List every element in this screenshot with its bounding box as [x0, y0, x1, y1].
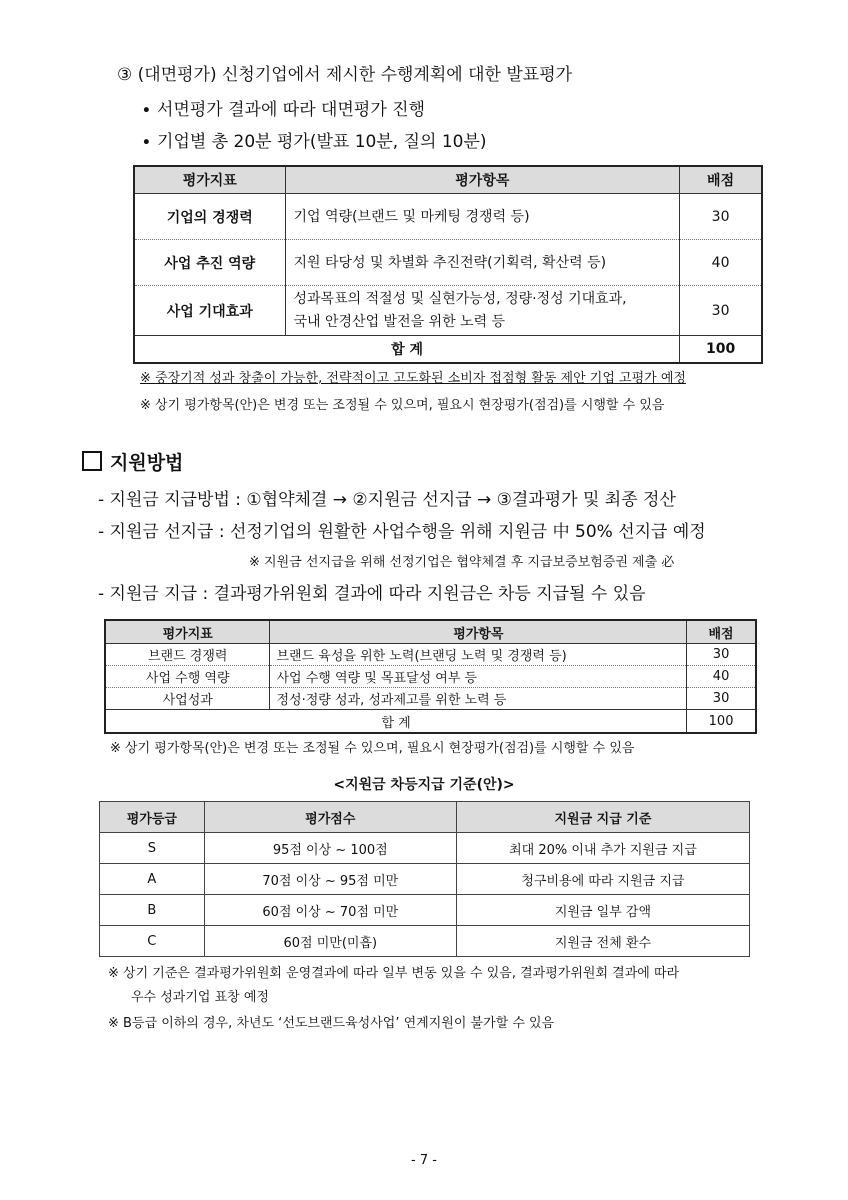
table1-note: ※ 상기 평가항목(안)은 변경 또는 조정될 수 있으며, 필요시 현장평가(점검)를 시행할 수 있음: [140, 398, 665, 413]
row-item-line: 성과목표의 적절성 및 실현가능성, 정량·정성 기대효과,: [293, 290, 627, 307]
section-title: [82, 448, 183, 475]
row-name: 사업 추진 역량: [134, 240, 285, 286]
row-item: [285, 286, 680, 336]
payment-line: - 지원금 지급 : 결과평가위원회 결과에 따라 지원금은 차등 지급될 수 있음: [98, 584, 646, 604]
header-indicator: 평가지표: [134, 166, 285, 194]
presentation-eval-table: [133, 165, 763, 364]
row-points: 95점 이상 ~ 100점: [204, 833, 456, 864]
bullet-written-eval: ∙ 서면평가 결과에 따라 대면평가 진행: [141, 100, 425, 120]
total-row: [105, 710, 756, 734]
row-item: 브랜드 육성을 위한 노력(브랜딩 노력 및 경쟁력 등): [270, 644, 687, 666]
row-name: 기업의 경쟁력: [134, 194, 285, 240]
header-points: 평가점수: [204, 802, 456, 833]
page-number: - 7 -: [411, 1153, 437, 1168]
table-row: [134, 194, 762, 240]
checkbox-square-icon: [82, 451, 102, 471]
header-score: 배점: [680, 166, 762, 194]
table-row: [105, 688, 756, 710]
row-score: 30: [680, 194, 762, 240]
total-label: 합 계: [105, 710, 687, 734]
result-eval-table: [104, 619, 757, 734]
total-score: 100: [687, 710, 756, 734]
row-grade: S: [100, 833, 205, 864]
row-item: 사업 수행 역량 및 목표달성 여부 등: [270, 666, 687, 688]
total-score: 100: [680, 336, 762, 364]
grade-criteria-table: [99, 801, 750, 957]
table1-note-underlined: ※ 중장기적 성과 창출이 가능한, 전략적이고 고도화된 소비자 접점형 활동 제안 기업 고평가 예정: [140, 371, 686, 386]
row-points: 70점 이상 ~ 95점 미만: [204, 864, 456, 895]
row-item: 지원 타당성 및 차별화 추진전략(기획력, 확산력 등): [285, 240, 680, 286]
row-item: 정성·정량 성과, 성과제고를 위한 노력 등: [270, 688, 687, 710]
row-criteria: 지원금 일부 감액: [456, 895, 749, 926]
row-criteria: 최대 20% 이내 추가 지원금 지급: [456, 833, 749, 864]
payment-method-line: - 지원금 지급방법 : ①협약체결 → ②지원금 선지급 → ③결과평가 및 최종 정산: [98, 490, 676, 510]
table3-note: ※ 상기 기준은 결과평가위원회 운영결과에 따라 일부 변동 있을 수 있음, 결과평가위원회 결과에 따라: [108, 966, 680, 981]
total-row: [134, 336, 762, 364]
row-name: 브랜드 경쟁력: [105, 644, 270, 666]
table-row: [105, 666, 756, 688]
header-score: 배점: [687, 620, 756, 644]
advance-payment-note: ※ 지원금 선지급을 위해 선정기업은 협약체결 후 지급보증보험증권 제출 必: [249, 555, 675, 570]
grade-table-title: <지원금 차등지급 기준(안)>: [333, 777, 515, 793]
table3-note-cont: 우수 성과기업 표창 예정: [131, 990, 269, 1005]
row-name: 사업성과: [105, 688, 270, 710]
row-item-line: 국내 안경산업 발전을 위한 노력 등: [293, 313, 506, 330]
row-grade: C: [100, 926, 205, 957]
table-row: [105, 644, 756, 666]
table-row: [134, 286, 762, 336]
bullet-time-per-company: ∙ 기업별 총 20분 평가(발표 10분, 질의 10분): [141, 132, 487, 152]
table-row: [100, 864, 750, 895]
row-score: 30: [687, 688, 756, 710]
header-item: 평가항목: [270, 620, 687, 644]
table-row: [100, 926, 750, 957]
row-criteria: 지원금 전체 환수: [456, 926, 749, 957]
header-grade: 평가등급: [100, 802, 205, 833]
table3-note2: ※ B등급 이하의 경우, 차년도 ‘선도브랜드육성사업’ 연계지원이 불가할 수 있음: [108, 1016, 555, 1031]
table-row: [100, 833, 750, 864]
row-grade: B: [100, 895, 205, 926]
row-points: 60점 미만(미흡): [204, 926, 456, 957]
row-score: 30: [680, 286, 762, 336]
section-title-text: 지원방법: [110, 452, 184, 474]
row-score: 40: [680, 240, 762, 286]
row-name: 사업 수행 역량: [105, 666, 270, 688]
total-label: 합 계: [134, 336, 680, 364]
table-row: [134, 240, 762, 286]
row-grade: A: [100, 864, 205, 895]
row-points: 60점 이상 ~ 70점 미만: [204, 895, 456, 926]
row-name: 사업 기대효과: [134, 286, 285, 336]
header-criteria: 지원금 지급 기준: [456, 802, 749, 833]
row-criteria: 청구비용에 따라 지원금 지급: [456, 864, 749, 895]
row-score: 40: [687, 666, 756, 688]
advance-payment-line: - 지원금 선지급 : 선정기업의 원활한 사업수행을 위해 지원금 中 50% 선지급 예정: [98, 522, 706, 542]
row-score: 30: [687, 644, 756, 666]
header-indicator: 평가지표: [105, 620, 270, 644]
table2-note: ※ 상기 평가항목(안)은 변경 또는 조정될 수 있으며, 필요시 현장평가(점검)를 시행할 수 있음: [110, 741, 635, 756]
header-item: 평가항목: [285, 166, 680, 194]
row-item: 기업 역량(브랜드 및 마케팅 경쟁력 등): [285, 194, 680, 240]
table-row: [100, 895, 750, 926]
eval-step-3: ③ (대면평가) 신청기업에서 제시한 수행계획에 대한 발표평가: [117, 65, 573, 85]
